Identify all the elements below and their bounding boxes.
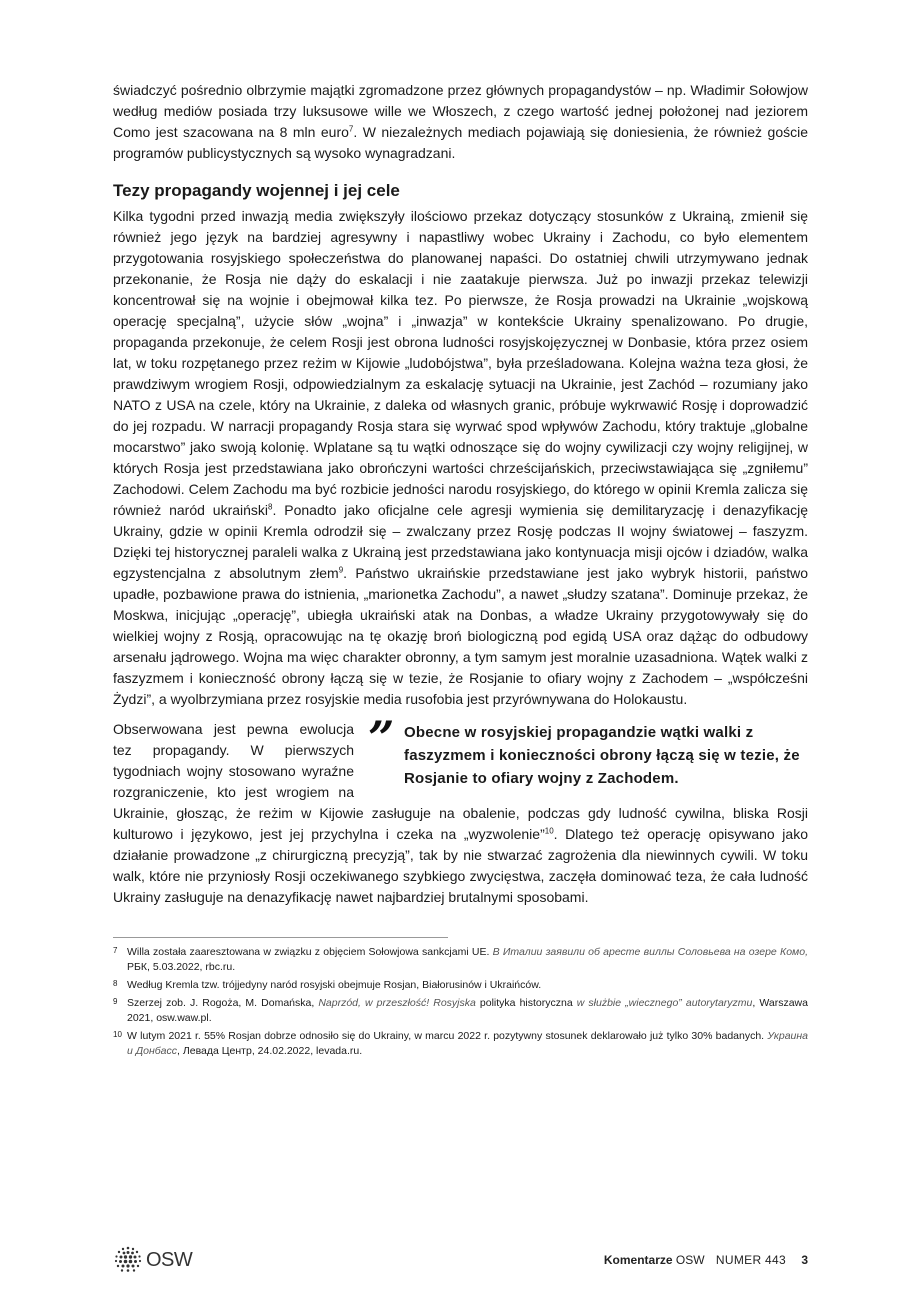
pull-quote-text: Obecne w rosyjskiej propagandzie wątki walki z faszyzmem i konieczności obrony łączą się w tezie, że Rosjanie to ofiary wojny z Zachodem. — [404, 724, 800, 787]
footnote-number: 7 — [113, 946, 118, 955]
footnote-ref[interactable]: 10 — [544, 826, 554, 836]
footnotes — [113, 945, 808, 1059]
footnote — [113, 996, 808, 1026]
series-name: Komentarze — [603, 1253, 673, 1267]
footnote — [113, 945, 808, 975]
page-footer — [113, 1244, 808, 1276]
footnote-number: 8 — [113, 979, 118, 988]
quote-wrap — [113, 711, 808, 908]
footnote-text: Willa została zaaresztowana w związku z objęciem Sołowjowa sankcjami UE. В Италии заявили об аресте виллы Соловьева на озере Комо, РБК, 5.03.2022, rbc.ru. — [127, 946, 808, 973]
pull-quote — [368, 711, 808, 790]
series-org: OSW — [675, 1253, 705, 1267]
page-number: 3 — [801, 1253, 808, 1267]
page-content — [113, 80, 808, 1062]
logo-text: OSW — [146, 1248, 193, 1271]
footnote-text: Szerzej zob. J. Rogoża, M. Domańska, Naprzód, w przeszłość! Rosyjska polityka historyczna w służbie „wiecznego” autorytaryzmu, Warszawa 2021, osw.waw.pl. — [127, 997, 808, 1024]
section-paragraph-2: Obserwowana jest pewna ewolucja tez propagandy. W pierwszych tygodniach wojny stosowano wyraźne rozgraniczenie, kto jest wrogiem na Ukrainie, głosząc, że reżim w Kijowie zasługuje na obalenie, podczas gdy ludność cywilna, bliska Rosji kulturowo i językowo, jest jej przychylna i czeka na „wyzwolenie”$^{10}$. Dlatego też operację opisywano jako działanie prowadzone „z chirurgiczną precyzją”, tak by nie stwarzać zagrożenia dla niewinnych cywili. W toku walk, które nie przyniosły Rosji oczekiwanego szybkiego zwycięstwa, zaczęła dominować teza, że cała ludność Ukrainy zasługuje na denazyfikację nawet najbardziej brutalnymi sposobami. — [113, 721, 808, 905]
footnote-ref[interactable]: 7 — [348, 124, 354, 134]
footnote-number: 9 — [113, 997, 118, 1006]
section-heading: Tezy propagandy wojennej i jej cele — [113, 181, 400, 200]
footnote — [113, 1029, 808, 1059]
footnote-number: 10 — [113, 1030, 122, 1039]
quote-mark-icon: ” — [368, 711, 391, 765]
footnote — [113, 978, 808, 993]
footnote-text: Według Kremla tzw. trójjedyny naród rosyjski obejmuje Rosjan, Białorusinów i Ukraińców. — [127, 979, 542, 991]
intro-paragraph: świadczyć pośrednio olbrzymie majątki zgromadzone przez głównych propagandystów – np. Władimir Sołowjow według mediów posiada trzy luksusowe wille we Włoszech, z czego wartość jednej położonej nad jeziorem Como jest szacowana na 8 mln euro$^7$. W niezależnych mediach pojawiają się doniesienia, że również goście programów publicystycznych są wysoko wynagradzani. — [113, 82, 808, 161]
section-paragraph-1: Kilka tygodni przed inwazją media zwiększyły ilościowo przekaz dotyczący stosunków z Ukrainą, zmienił się również jego język na bardziej agresywny i napastliwy wobec Ukrainy i Zachodu, co było elementem przygotowania rosyjskiego społeczeństwa do planowanej napaści. Do ostatniej chwili utrzymywano jednak przekonanie, że Rosja nie dąży do eskalacji i nie zaatakuje pierwsza. Już po inwazji przekaz telewizji koncentrował się na wojnie i obejmował kilka tez. Po pierwsze, że Rosja prowadzi na Ukrainie „wojskową operację specjalną”, użycie słów „wojna” i „inwazja” w kontekście Ukrainy spenalizowano. Po drugie, propaganda przekonuje, że celem Rosji jest obrona ludności rosyjskojęzycznej w Donbasie, która przez osiem lat, w toku rozpętanego przez reżim w Kijowie „ludobójstwa”, była prześladowana. Kolejna ważna teza głosi, że prawdziwym wrogiem Rosji, odpowiedzialnym za eskalację sytuacji na Ukrainie, jest Zachód – rozumiany jako NATO z USA na czele, który na Ukrainie, z daleka od własnych granic, próbuje wykrwawić Rosję i doprowadzić do jej rozpadu. W narracji propagandy Rosja stara się wyrwać spod wpływów Zachodu, który traktuje „globalne mocarstwo” jako swoją kolonię. Wplatane są tu wątki odnoszące się do wojny cywilizacji czy wojny religijnej, w których Rosja jest przedstawiana jako obrończyni wartości chrześcijańskich, przeciwstawiająca się „zgniłemu” Zachodowi. Celem Zachodu ma być rozbicie jedności narodu rosyjskiego, do którego w opinii Kremla zalicza się również naród ukraiński$^8$. Ponadto jako oficjalne cele agresji wymienia się demilitaryzację i denazyfikację Ukrainy, gdzie w opinii Kremla odrodził się – zwalczany przez Rosję podczas II wojny światowej – faszyzm. Dzięki tej historycznej paraleli walka z Ukrainą jest przedstawiana jako kontynuacja misji ojców i dziadów, walka egzystencjalna z absolutnym złem$^9$. Państwo ukraińskie przedstawiane jest jako wybryk historii, państwo upadłe, pozbawione prawa do istnienia, „marionetka Zachodu”, a nawet „słudzy szatana”. Dominuje przekaz, że Moskwa, inicjując „operację”, ubiegła ukraiński atak na Donbas, a władze Ukrainy przygotowywały się do wielkiej wojny z Rosją, opracowując na tę okazję broń biologiczną pod egidą USA oraz dążąc do odbudowy arsenału jądrowego. Wojna ma więc charakter obronny, a tym samym jest moralnie uzasadniona. Wątek walki z faszyzmem i konieczność obrony łączą się w tezie, że Rosjanie to ofiary wojny z Zachodem – „współcześni Żydzi”, a wyolbrzymiana przez rosyjskie media rusofobia jest przyrównywana do Holokaustu. — [113, 208, 809, 707]
footnote-ref[interactable]: 9 — [338, 565, 344, 575]
footnote-ref[interactable]: 8 — [268, 502, 273, 512]
globe-dots-icon — [113, 1245, 143, 1275]
footnote-text: W lutym 2021 r. 55% Rosjan dobrze odnosiło się do Ukrainy, w marcu 2022 r. pozytywny stosunek deklarowało już tylko 30% badanych. Украина и Донбасс, Левада Центр, 24.02.2022, levada.ru. — [127, 1030, 808, 1057]
footnote-divider — [113, 937, 448, 938]
osw-logo — [113, 1245, 192, 1275]
footer-info — [604, 1253, 808, 1267]
issue-number: NUMER 443 — [715, 1253, 786, 1267]
